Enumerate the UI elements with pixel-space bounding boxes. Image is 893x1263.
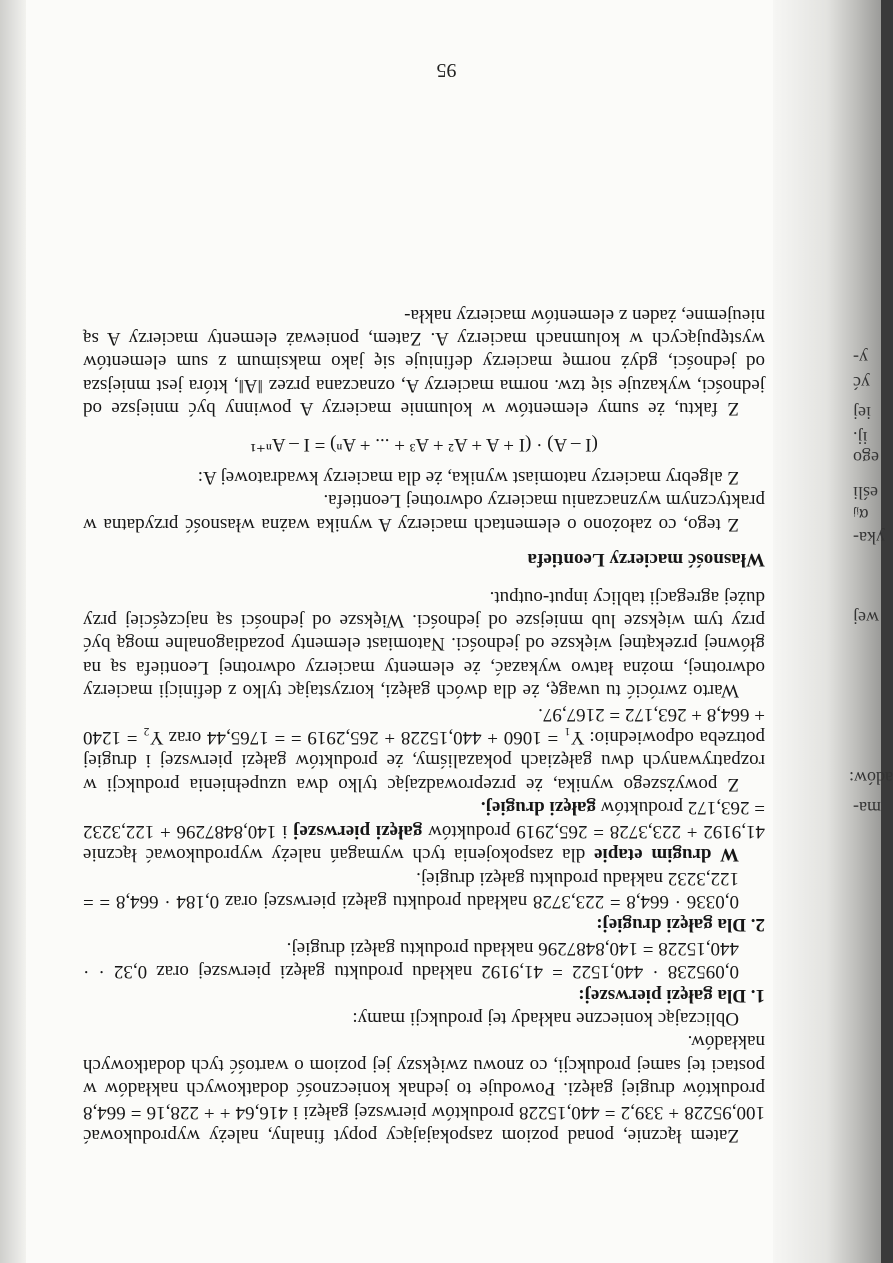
paragraph-algebra: Z algebry macierzy natomiast wynika, że dla macierzy kwadratowej A: — [197, 467, 739, 489]
paragraph-computing-inputs: Obliczając konieczne nakłady tej produkcji mamy: — [352, 1007, 739, 1029]
paragraph-total-production: Zatem łącznie, ponad poziom zaspokajający popyt finalny, należy wyprodukować 100,95228 + 339,2 = 440,15228 produktów pierwszej gałęzi i 416,64 + + 228,16 = 664,8 produktów drugiej gałęzi. Powoduje to jednak konieczność dodatkowych nakładów w postaci tej samej produkcji, co znowu zwiększy jej poziom o wartość tych dodatkowych nakładów. — [83, 1031, 765, 1146]
paragraph-property: Z tego, co założono o elementach macierzy A wynika ważna własność przydatna w praktycznym wyznaczaniu macierzy odwrotnej Leontiefa. — [83, 490, 765, 535]
paragraph-first-branch: 0,095238 · 440,1522 = 41,9192 nakładu produktu gałęzi pierwszej oraz 0,32 · · 440,15228 = 140,8487296 nakładu produktu gałęzi drugiej. — [83, 937, 739, 983]
paragraph-norm: Z faktu, że sumy elementów w kolumnie macierzy A powinny być mniejsze od jedności, wykazuje się tzw. norma macierzy A, oznaczana przez ‖A‖, która jest mniejsza od jedności, gdyż normę macierzy definiuje się jako maksimum z sum elementów występujących w kolumnach macierzy A. Zatem, ponieważ elementy macierzy A są nieujemne, żaden z elementów macierzy nakła- — [83, 304, 765, 420]
paragraph-summary: Z powyższego wynika, że przeprowadzając tylko dwa uzupełnienia produkcji w rozpatrywanych dwu gałęziach pokazaliśmy, że produktów gałęzi pierwszej i drugiej potrzeba odpowiednio: Y₁ = 1060 + 440,15228 + 265,2919 = = 1765,44 oraz Y₂ = 1240 + 664,8 + 263,172 = 2167,97. — [83, 703, 765, 795]
page-number: 95 — [436, 59, 457, 81]
paragraph-inverse-note: Warto zwrócić tu uwagę, że dla dwóch gałęzi, korzystając tylko z definicji macierzy odwrotnej, można łatwo wykazać, że elementy macierzy odwrotnej Leontiefa są na głównej przekątnej większe od jedności. Natomiast elementy pozadiagonalne mogą być przy tym większe lub mniejsze od jedności. Większe od jedności są najczęściej przy dużej agregacji tablicy input-output. — [83, 586, 765, 702]
section-title: Własność macierzy Leontiefa — [527, 549, 765, 571]
margin-fragment: eśli — [853, 483, 878, 503]
page-text — [83, 303, 765, 1147]
margin-fragment: yć — [853, 373, 870, 393]
margin-fragment: ij. — [853, 428, 868, 448]
paragraph-second-branch: 0,0336 · 664,8 = 223,3728 nakładu produktu gałęzi pierwszej oraz 0,184 · 664,8 = = 122,3232 nakładu produktu gałęzi drugiej. — [83, 867, 739, 912]
margin-fragment: y- — [853, 348, 868, 368]
margin-fragment: wej — [853, 608, 879, 628]
margin-fragment: ego — [853, 448, 879, 468]
margin-fragment: iej — [853, 403, 871, 423]
margin-fragment: adów: — [849, 768, 893, 788]
heading-first-branch: 1. Dla gałęzi pierwszej: — [578, 984, 765, 1006]
equation: (I – A) · (I + A + A² + A³ + ... + Aⁿ) = I – Aⁿ⁺¹ — [250, 433, 598, 455]
margin-fragment: ma- — [853, 798, 881, 818]
paragraph-second-stage: W drugim etapie dla zaspokojenia tych wymagań należy wyprodukować łącznie 41,9192 + 223,3728 = 265,2919 produktów gałęzi pierwszej i 140,8487296 + 122,3232 = 263,172 produktów gałęzi drugiej. — [82, 797, 765, 866]
heading-second-branch: 2. Dla gałęzi drugiej: — [596, 914, 765, 936]
margin-fragment: αᵢⱼ — [853, 505, 869, 525]
margin-fragment: yka- — [853, 528, 885, 548]
